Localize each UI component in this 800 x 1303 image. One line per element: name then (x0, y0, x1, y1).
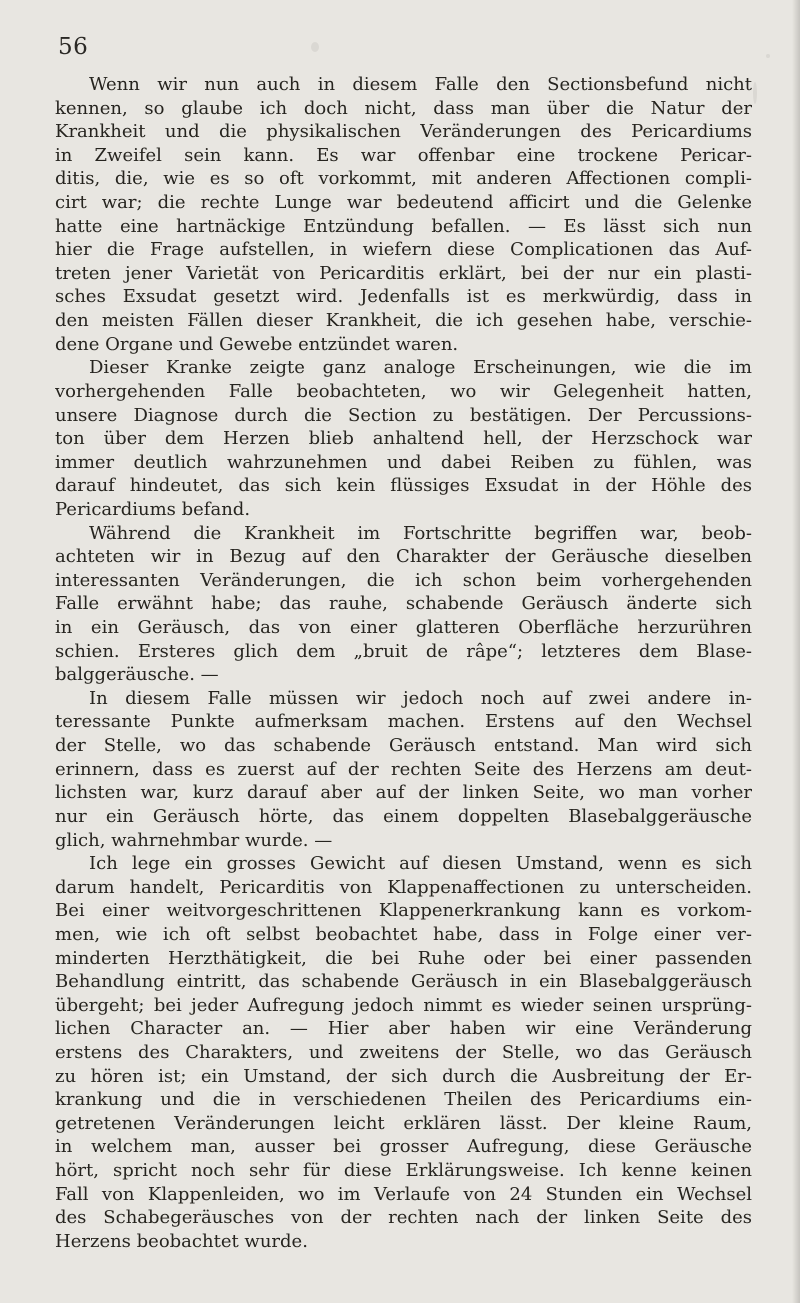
paper-smudge (311, 42, 319, 52)
text-line: hatte eine hartnäckige Entzündung befallen. — Es lässt sich nun (55, 215, 752, 237)
text-line: kennen, so glaube ich doch nicht, dass man über die Natur der (55, 97, 752, 119)
text-line: Pericardiums befand. (55, 498, 251, 520)
text-line: lichen Character an. — Hier aber haben wir eine Veränderung (55, 1018, 752, 1040)
paragraph (55, 522, 752, 687)
text-line: ton über dem Herzen blieb anhaltend hell, der Herzschock war (55, 428, 752, 450)
text-line: achteten wir in Bezug auf den Charakter der Geräusche dieselben (55, 546, 752, 568)
text-line: men, wie ich oft selbst beobachtet habe, dass in Folge einer ver- (55, 923, 752, 945)
text-line: unsere Diagnose durch die Section zu bestätigen. Der Percussions- (55, 404, 752, 426)
text-line: sches Exsudat gesetzt wird. Jedenfalls ist es merkwürdig, dass in (55, 286, 752, 308)
body-text (55, 73, 752, 1253)
text-line: nur ein Geräusch hörte, das einem doppelten Blasebalggeräusche (55, 805, 752, 827)
text-line: minderten Herzthätigkeit, die bei Ruhe oder bei einer passenden (55, 947, 752, 969)
text-line: in ein Geräusch, das von einer glatteren Oberfläche herzurühren (55, 617, 752, 639)
text-line: darauf hindeutet, das sich kein flüssiges Exsudat in der Höhle des (55, 475, 752, 497)
text-line: Krankheit und die physikalischen Veränderungen des Pericardiums (55, 121, 752, 143)
text-line: Behandlung eintritt, das schabende Geräusch in ein Blasebalggeräusch (55, 971, 752, 993)
paragraph (55, 73, 752, 356)
text-line: cirt war; die rechte Lunge war bedeutend afficirt und die Gelenke (55, 192, 752, 214)
text-line: ditis, die, wie es so oft vorkommt, mit anderen Affectionen compli- (55, 168, 752, 190)
paper-smudge (766, 54, 770, 58)
text-line: den meisten Fällen dieser Krankheit, die ich gesehen habe, verschie- (55, 310, 752, 332)
text-line: darum handelt, Pericarditis von Klappenaffectionen zu unterscheiden. (55, 876, 752, 898)
text-line: schien. Ersteres glich dem „bruit de râpe“; letzteres dem Blase- (55, 640, 752, 662)
paper-smudge (753, 82, 757, 104)
paragraph (55, 687, 752, 852)
text-line: in welchem man, ausser bei grosser Aufregung, diese Geräusche (55, 1136, 752, 1158)
text-line: getretenen Veränderungen leicht erklären lässt. Der kleine Raum, (55, 1112, 752, 1134)
text-line: erinnern, dass es zuerst auf der rechten Seite des Herzens am deut- (55, 758, 752, 780)
text-line: lichsten war, kurz darauf aber auf der linken Seite, wo man vorher (55, 782, 752, 804)
text-line: Dieser Kranke zeigte ganz analoge Erscheinungen, wie die im (89, 357, 752, 379)
text-line: hier die Frage aufstellen, in wiefern diese Complicationen das Auf- (55, 239, 752, 261)
text-line: übergeht; bei jeder Aufregung jedoch nimmt es wieder seinen ursprüng- (55, 994, 752, 1016)
text-line: Bei einer weitvorgeschrittenen Klappenerkrankung kann es vorkom- (55, 900, 752, 922)
text-line: Während die Krankheit im Fortschritte begriffen war, beob- (89, 522, 752, 544)
text-line: dene Organe und Gewebe entzündet waren. (55, 333, 459, 355)
paragraph (55, 356, 752, 521)
page-edge-shadow (792, 0, 800, 1303)
text-line: zu hören ist; ein Umstand, der sich durch die Ausbreitung der Er- (55, 1065, 752, 1087)
text-line: krankung und die in verschiedenen Theilen des Pericardiums ein- (55, 1089, 752, 1111)
text-line: Ich lege ein grosses Gewicht auf diesen Umstand, wenn es sich (89, 853, 752, 875)
text-line: der Stelle, wo das schabende Geräusch entstand. Man wird sich (55, 735, 752, 757)
text-line: Fall von Klappenleiden, wo im Verlaufe von 24 Stunden ein Wechsel (55, 1183, 752, 1205)
text-line: immer deutlich wahrzunehmen und dabei Reiben zu fühlen, was (55, 451, 752, 473)
text-line: des Schabegeräusches von der rechten nach der linken Seite des (55, 1207, 752, 1229)
text-line: glich, wahrnehmbar wurde. — (55, 829, 333, 851)
text-line: interessanten Veränderungen, die ich schon beim vorhergehenden (55, 569, 752, 591)
text-line: hört, spricht noch sehr für diese Erklärungsweise. Ich kenne keinen (55, 1160, 752, 1182)
text-line: Falle erwähnt habe; das rauhe, schabende Geräusch änderte sich (55, 593, 752, 615)
page-number: 56 (58, 34, 89, 60)
text-line: treten jener Varietät von Pericarditis erklärt, bei der nur ein plasti- (55, 262, 752, 284)
text-line: teressante Punkte aufmerksam machen. Erstens auf den Wechsel (55, 711, 752, 733)
text-line: balggeräusche. — (55, 664, 219, 686)
text-line: Herzens beobachtet wurde. (55, 1230, 308, 1252)
text-line: vorhergehenden Falle beobachteten, wo wir Gelegenheit hatten, (55, 380, 752, 402)
paragraph (55, 852, 752, 1253)
text-line: erstens des Charakters, und zweitens der Stelle, wo das Geräusch (55, 1041, 752, 1063)
text-line: Wenn wir nun auch in diesem Falle den Sectionsbefund nicht (89, 74, 752, 95)
text-line: In diesem Falle müssen wir jedoch noch auf zwei andere in- (89, 687, 752, 709)
text-line: in Zweifel sein kann. Es war offenbar eine trockene Pericar- (55, 144, 752, 166)
